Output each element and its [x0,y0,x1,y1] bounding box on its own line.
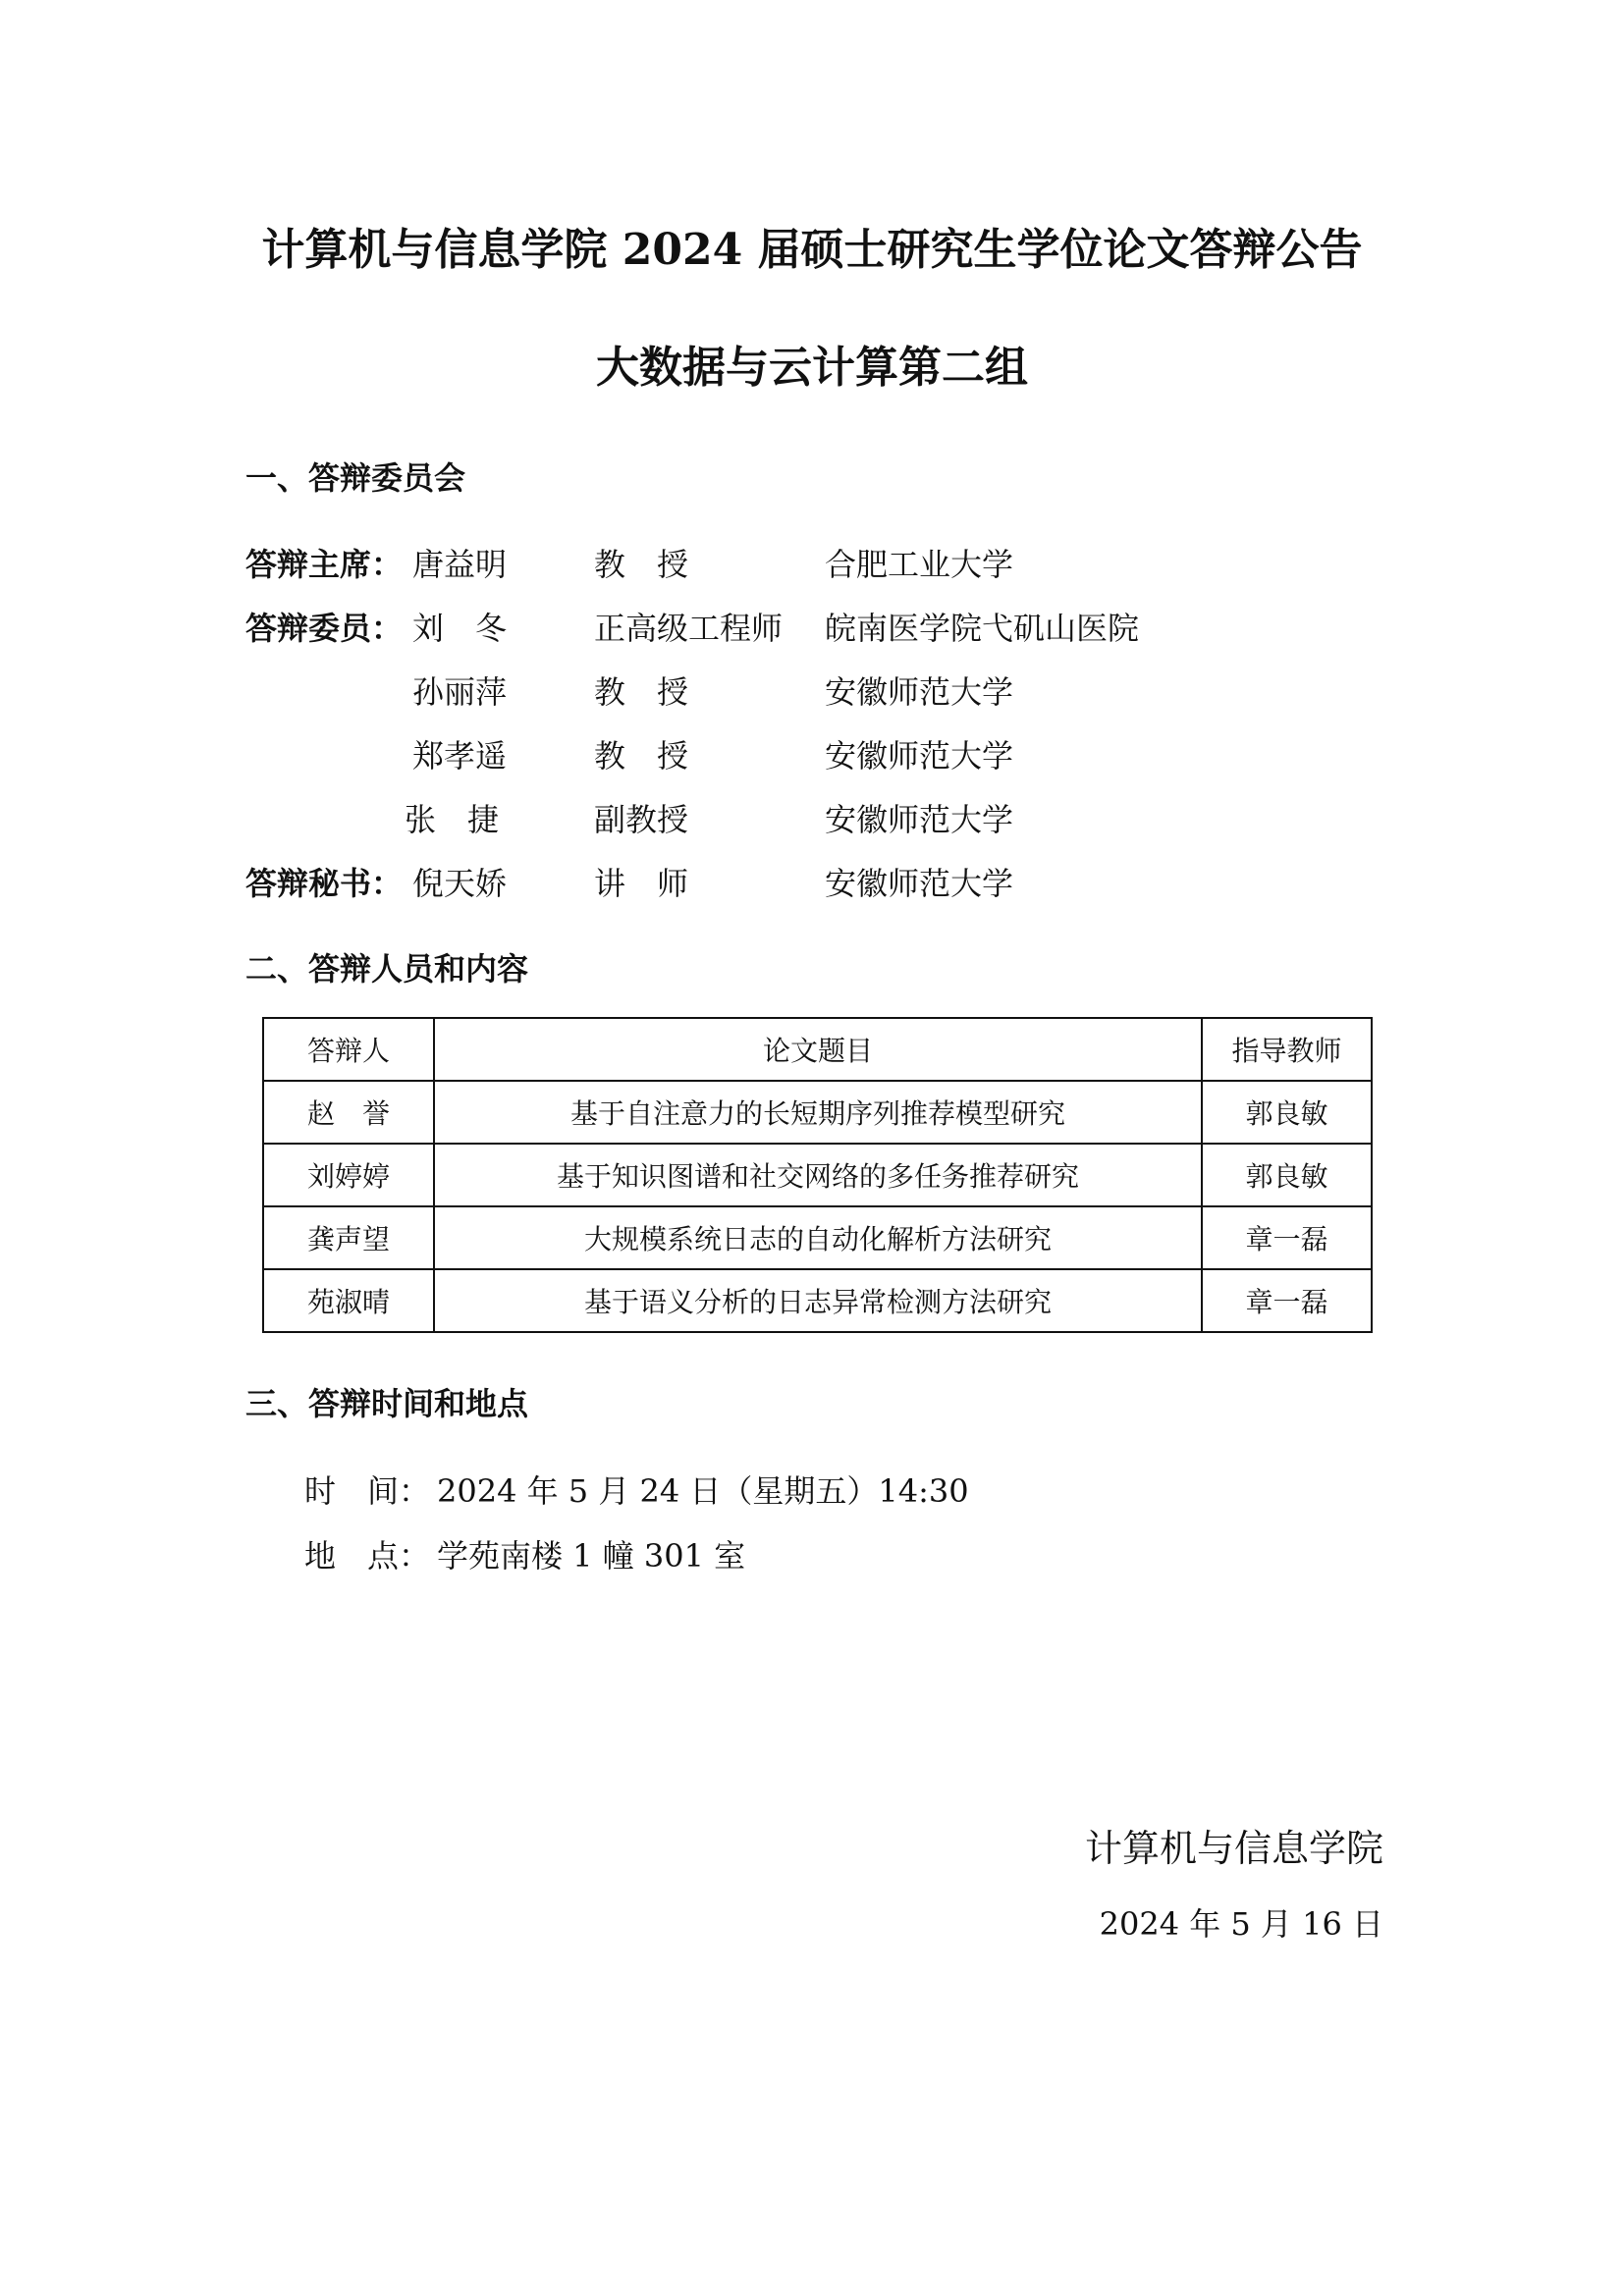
committee-institution: 皖南医学院弋矶山医院 [825,610,1140,647]
thesis-cell: 基于自注意力的长短期序列推荐模型研究 [434,1081,1202,1144]
committee-institution: 安徽师范大学 [825,737,1014,774]
advisor-cell: 郭良敏 [1202,1081,1372,1144]
table-row [263,1081,1372,1144]
footer-date: 2024 年 5 月 16 日 [1099,1905,1383,1943]
committee-institution: 安徽师范大学 [825,673,1014,711]
table-row [263,1206,1372,1269]
committee-role: 答辩秘书： [245,865,404,902]
committee-heading: 一、答辩委员会 [245,459,466,497]
column-header: 指导教师 [1202,1018,1372,1081]
committee-title: 正高级工程师 [594,610,784,647]
committee-role: 答辩委员： [245,610,404,647]
thesis-cell: 大规模系统日志的自动化解析方法研究 [434,1206,1202,1269]
time-label: 时 间： [304,1472,431,1510]
student-cell: 赵 誉 [263,1081,434,1144]
committee-name: 唐益明 [412,546,508,583]
student-cell: 龚声望 [263,1206,434,1269]
committee-row [0,540,1624,583]
committee-title: 教 授 [594,673,689,711]
committee-row [0,667,1624,711]
schedule-heading: 三、答辩时间和地点 [245,1385,529,1422]
footer-organization: 计算机与信息学院 [1084,1827,1383,1870]
committee-title: 讲 师 [594,865,689,902]
advisor-cell: 章一磊 [1202,1269,1372,1332]
committee-name: 张 捷 [405,801,500,838]
committee-row [0,731,1624,774]
defense-table [262,1017,1373,1333]
student-cell: 苑淑晴 [263,1269,434,1332]
column-header: 论文题目 [434,1018,1202,1081]
committee-name: 刘 冬 [412,610,508,647]
committee-title: 教 授 [594,737,689,774]
page-title: 计算机与信息学院 2024 届硕士研究生学位论文答辩公告 [261,225,1363,275]
place-value: 学苑南楼 1 幢 301 室 [437,1537,746,1575]
page-subtitle: 大数据与云计算第二组 [596,343,1028,393]
time-row [304,1467,969,1512]
student-cell: 刘婷婷 [263,1144,434,1206]
defense-heading: 二、答辩人员和内容 [245,950,529,988]
table-header-row [263,1018,1372,1081]
thesis-cell: 基于知识图谱和社交网络的多任务推荐研究 [434,1144,1202,1206]
committee-institution: 安徽师范大学 [825,801,1014,838]
committee-name: 倪天娇 [412,865,508,902]
table-row [263,1269,1372,1332]
committee-title: 教 授 [594,546,689,583]
committee-name: 孙丽萍 [412,673,508,711]
table-row [263,1144,1372,1206]
committee-institution: 安徽师范大学 [825,865,1014,902]
place-label: 地 点： [304,1537,431,1575]
committee-row [0,795,1624,838]
committee-row [0,859,1624,902]
committee-institution: 合肥工业大学 [825,546,1014,583]
time-value: 2024 年 5 月 24 日（星期五）14:30 [437,1472,969,1510]
committee-title: 副教授 [594,801,689,838]
committee-name: 郑孝遥 [412,737,508,774]
advisor-cell: 章一磊 [1202,1206,1372,1269]
committee-row [0,604,1624,647]
column-header: 答辩人 [263,1018,434,1081]
place-row [304,1531,745,1576]
committee-role: 答辩主席： [245,546,404,583]
advisor-cell: 郭良敏 [1202,1144,1372,1206]
thesis-cell: 基于语义分析的日志异常检测方法研究 [434,1269,1202,1332]
